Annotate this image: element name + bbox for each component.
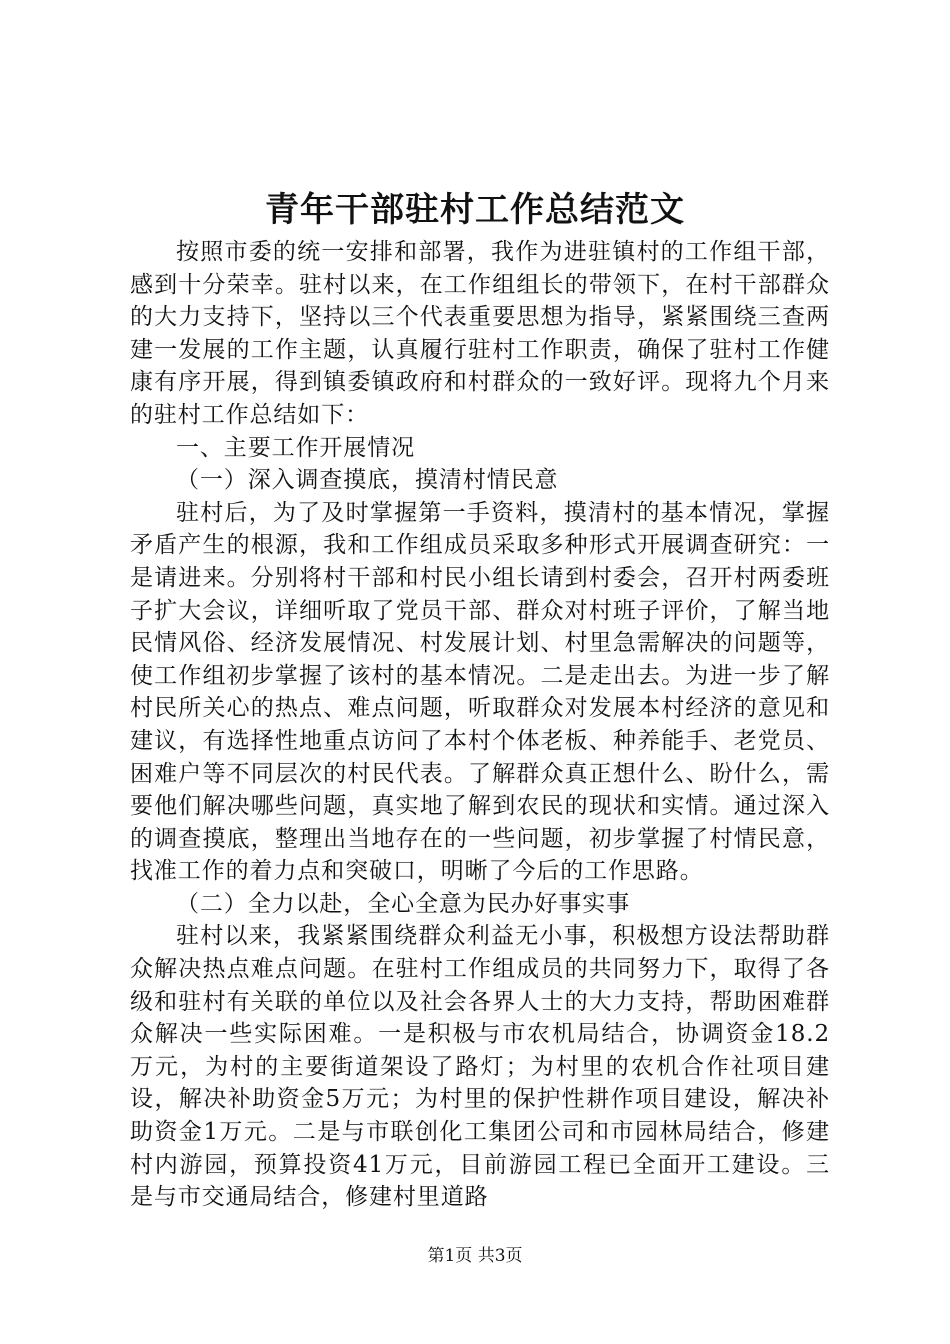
paragraph-investigation: 驻村后，为了及时掌握第一手资料，摸清村的基本情况，掌握矛盾产生的根源，我和工作组成员采取多种形式开展调查研究：一是请进来。分别将村干部和村民小组长请到村委会，召开村两委班子扩大会议，详细听取了党员干部、群众对村班子评价，了解当地民情风俗、经济发展情况、村发展计划、村里急需解决的问题等，使工作组初步掌握了该村的基本情况。二是走出去。为进一步了解村民所关心的热点、难点问题，听取群众对发展本村经济的意见和建议，有选择性地重点访问了本村个体老板、种养能手、老党员、困难户等不同层次的村民代表。了解群众真正想什么、盼什么，需要他们解决哪些问题，真实地了解到农民的现状和实情。通过深入的调查摸底，整理出当地存在的一些问题，初步掌握了村情民意，找准工作的着力点和突破口，明晰了今后的工作思路。	[130, 499, 830, 885]
document-title: 青年干部驻村工作总结范文	[265, 190, 685, 230]
document-body	[130, 236, 830, 1214]
page-number-footer: 第1页 共3页	[427, 1246, 523, 1266]
section-heading-1: 一、主要工作开展情况	[176, 434, 415, 461]
paragraph-practical-work: 驻村以来，我紧紧围绕群众利益无小事，积极想方设法帮助群众解决热点难点问题。在驻村工作组成员的共同努力下，取得了各级和驻村有关联的单位以及社会各界人士的大力支持，帮助困难群众解决一些实际困难。一是积极与市农机局结合，协调资金18.2万元，为村的主要街道架设了路灯；为村里的农机合作社项目建设，解决补助资金5万元；为村里的保护性耕作项目建设，解决补助资金1万元。二是与市联创化工集团公司和市园林局结合，修建村内游园，预算投资41万元，目前游园工程已全面开工建设。三是与市交通局结合，修建村里道路	[130, 923, 830, 1211]
subsection-heading-1: （一）深入调查摸底，摸清村情民意	[176, 467, 559, 494]
subsection-heading-2: （二）全力以赴，全心全意为民办好事实事	[176, 890, 631, 917]
paragraph-intro: 按照市委的统一安排和部署，我作为进驻镇村的工作组干部，感到十分荣幸。驻村以来，在工作组组长的带领下，在村干部群众的大力支持下，坚持以三个代表重要思想为指导，紧紧围绕三查两建一发展的工作主题，认真履行驻村工作职责，确保了驻村工作健康有序开展，得到镇委镇政府和村群众的一致好评。现将九个月来的驻村工作总结如下：	[130, 239, 830, 428]
